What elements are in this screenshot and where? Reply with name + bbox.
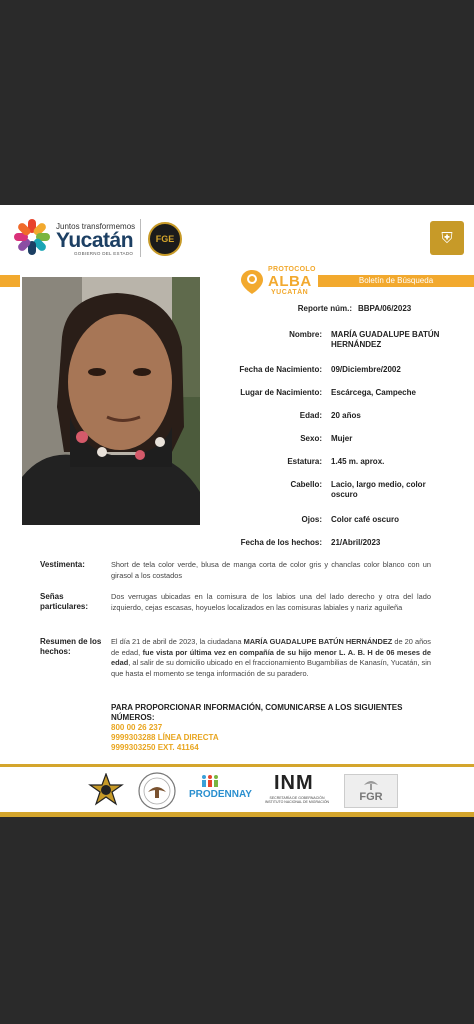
header-divider xyxy=(140,219,141,257)
field-value-ojos: Color café oscuro xyxy=(331,515,400,524)
contact-block xyxy=(111,703,431,753)
phone-number-3[interactable]: 9999303250 EXT. 41164 xyxy=(111,743,199,752)
protocolo-text: PROTOCOLO xyxy=(268,266,316,273)
field-label-ojos: Ojos: xyxy=(301,515,322,524)
field-value-estatura: 1.45 m. aprox. xyxy=(331,457,385,466)
field-label-fecha-hechos: Fecha de los hechos: xyxy=(240,538,322,547)
state-emblem-icon: ⛨ xyxy=(430,221,464,255)
yucatan-text: YUCATÁN xyxy=(271,289,309,296)
senas-text: Dos verrugas ubicadas en la comisura de los labios una del lado derecho y otra del lado izquierdo, cejas escasas, hoyuelos localizados en las comisuras labiales y nariz aguileña xyxy=(111,592,431,612)
report-label: Reporte núm.: xyxy=(297,304,352,313)
senas-label: Señas particulares: xyxy=(40,592,89,611)
field-label-edad: Edad: xyxy=(299,411,322,420)
prodennay-logo: PRODENNAY xyxy=(189,789,252,800)
vestimenta-label: Vestimenta: xyxy=(40,560,85,569)
field-label-sexo: Sexo: xyxy=(300,434,322,443)
inm-subtitle: SECRETARÍA DE GOBERNACIÓN INSTITUTO NACIONAL DE MIGRACIÓN xyxy=(264,796,330,804)
alba-pin-icon xyxy=(240,269,264,295)
field-value-cabello: Lacio, largo medio, color oscuro xyxy=(331,480,426,499)
field-value-lugar-nacimiento: Escárcega, Campeche xyxy=(331,388,416,397)
field-label-nombre: Nombre: xyxy=(289,330,322,339)
fgr-logo-box xyxy=(344,774,398,808)
boletin-label: Boletín de Búsqueda xyxy=(318,275,474,287)
police-star-icon xyxy=(88,773,124,809)
agency-logos xyxy=(0,770,474,810)
resumen-label: Resumen de los hechos: xyxy=(40,637,102,656)
inm-logo: INM xyxy=(274,772,314,794)
field-value-fecha-nacimiento: 09/Diciembre/2002 xyxy=(331,365,401,374)
phone-number-2[interactable]: 9999303288 LÍNEA DIRECTA xyxy=(111,733,219,742)
field-label-estatura: Estatura: xyxy=(287,457,322,466)
report-value: BBPA/06/2023 xyxy=(358,304,412,313)
phone-number-1[interactable]: 800 00 26 237 xyxy=(111,723,163,732)
field-label-cabello: Cabello: xyxy=(290,480,322,489)
vestimenta-text: Short de tela color verde, blusa de manga corta de color gris y chanclas color blanco con un girasol a los costados xyxy=(111,560,431,580)
field-label-lugar-nacimiento: Lugar de Nacimiento: xyxy=(240,388,322,397)
field-value-nombre: MARÍA GUADALUPE BATÚN HERNÁNDEZ xyxy=(331,330,440,349)
prodennay-people-icon xyxy=(200,774,220,788)
state-name: Yucatán xyxy=(56,229,134,252)
field-value-sexo: Mujer xyxy=(331,434,353,443)
eagle-seal-icon xyxy=(138,772,176,810)
fgr-logo: FGR xyxy=(359,791,383,803)
gold-divider xyxy=(0,764,474,767)
fge-seal: FGE xyxy=(148,222,182,256)
field-label-fecha-nacimiento: Fecha de Nacimiento: xyxy=(239,365,322,374)
slogan: Juntos transformemos xyxy=(56,222,136,231)
field-value-edad: 20 años xyxy=(331,411,361,420)
search-bulletin xyxy=(0,205,474,817)
orange-band-left xyxy=(0,275,20,287)
protocolo-alba-logo xyxy=(240,265,320,299)
government-label: GOBIERNO DEL ESTADO xyxy=(74,251,134,256)
yucatan-logo-icon xyxy=(12,217,52,257)
header xyxy=(0,205,474,271)
fgr-eagle-icon xyxy=(363,777,379,791)
gold-footer-bar xyxy=(0,812,474,817)
field-value-fecha-hechos: 21/Abril/2023 xyxy=(331,538,381,547)
alba-text: ALBA xyxy=(268,273,312,290)
contact-title: PARA PROPORCIONAR INFORMACIÓN, COMUNICARSE A LOS SIGUIENTES NÚMEROS: xyxy=(111,703,403,722)
resumen-text: El día 21 de abril de 2023, la ciudadana MARÍA GUADALUPE BATÚN HERNÁNDEZ de 20 años de edad, fue vista por última vez en compañía de su hijo menor L. A. B. H de 06 meses de edad, al salir de su domicilio ubicado en el fraccionamiento Bugambilias de Kanasín, Yucatán, sin que hasta el momento se tenga información de su paradero. xyxy=(111,637,431,678)
